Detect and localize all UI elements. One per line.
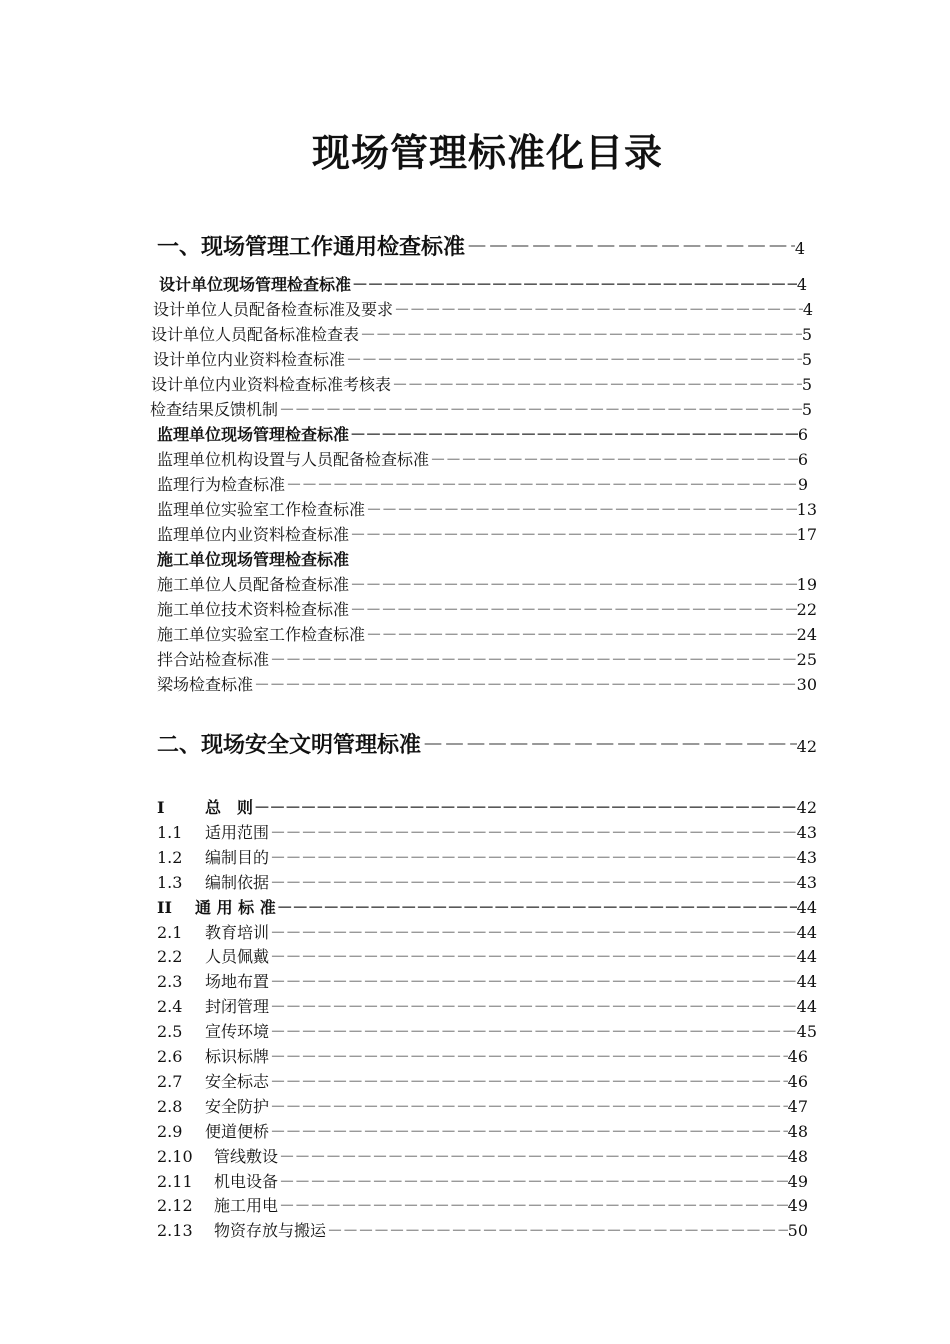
toc-entry: [157, 623, 817, 647]
leader-dots: [465, 233, 795, 263]
toc-entry: [157, 821, 817, 845]
toc-entry-page: 44: [796, 997, 817, 1017]
toc-entry-text: 物资存放与搬运: [214, 1221, 327, 1241]
toc-entry: [157, 945, 817, 969]
section1-heading: 一、现场管理工作通用检查标准: [157, 235, 466, 260]
leader-dots: [365, 498, 797, 522]
leader-dots: [276, 896, 797, 920]
leader-dots: [269, 821, 797, 845]
leader-dots: [349, 423, 798, 447]
leader-dots: [269, 1020, 797, 1044]
toc-entry-page: 42: [796, 798, 817, 817]
toc-entry-text: 施工单位人员配备检查标准: [157, 575, 350, 594]
leader-dots: [345, 348, 802, 372]
toc-entry-number: I: [157, 798, 165, 817]
toc-entry-page: 6: [797, 450, 808, 469]
toc-entry: [157, 1020, 817, 1044]
toc-entry-page: 22: [796, 600, 817, 619]
leader-dots: [278, 398, 802, 422]
toc-entry-text: 总 则: [205, 798, 254, 817]
leader-dots: [359, 323, 802, 347]
toc-entry: [157, 523, 817, 547]
leader-dots: [365, 623, 797, 647]
toc-entry: [157, 1145, 808, 1169]
toc-entry-page: 6: [797, 425, 808, 444]
toc-entry: [159, 273, 807, 297]
section2-heading: 二、现场安全文明管理标准: [157, 733, 422, 758]
toc-entry-text: 监理单位内业资料检查标准: [157, 525, 350, 544]
toc-entry-page: 43: [796, 847, 817, 867]
toc-entry: [157, 498, 817, 522]
toc-entry-text: 编制目的: [205, 847, 270, 867]
toc-entry: [157, 995, 817, 1019]
leader-dots: [278, 1170, 788, 1194]
toc-entry-number: 1.1: [157, 822, 183, 842]
leader-dots: [253, 796, 797, 820]
toc-entry-text: 教育培训: [205, 922, 270, 942]
toc-entry: [157, 598, 817, 622]
toc-entry: [157, 673, 817, 697]
toc-entry-text: 施工用电: [214, 1196, 279, 1216]
toc-entry-number: 2.10: [157, 1146, 193, 1166]
toc-entry-text: 施工单位实验室工作检查标准: [157, 625, 366, 644]
leader-dots: [349, 573, 797, 597]
toc-entry-page: 5: [801, 375, 812, 394]
toc-entry-number: 2.12: [157, 1196, 193, 1216]
toc-entry-page: 48: [787, 1121, 808, 1141]
toc-entry: [153, 298, 813, 322]
leader-dots: [421, 731, 797, 761]
leader-dots: [253, 673, 797, 697]
toc-entry: [157, 1070, 808, 1094]
leader-dots: [269, 648, 797, 672]
toc-entry: [157, 1045, 808, 1069]
toc-entry-text: 监理单位实验室工作检查标准: [157, 500, 366, 519]
toc-entry-text: 监理行为检查标准: [157, 475, 286, 494]
toc-entry-number: 2.7: [157, 1071, 183, 1091]
toc-entry-page: 46: [787, 1071, 808, 1091]
toc-entry-page: 5: [801, 400, 812, 419]
toc-entry-page: 5: [801, 350, 812, 369]
leader-dots: [285, 473, 798, 497]
toc-entry-number: 2.9: [157, 1121, 183, 1141]
toc-entry: [157, 448, 808, 472]
toc-subheading: [157, 896, 817, 920]
toc-entry-page: 9: [797, 475, 808, 494]
leader-dots: [269, 1070, 788, 1094]
leader-dots: [429, 448, 798, 472]
toc-entry-text: 施工单位现场管理检查标准: [157, 550, 350, 569]
section1-page: 4: [794, 239, 805, 258]
toc-entry-text: 施工单位技术资料检查标准: [157, 600, 350, 619]
toc-entry: [157, 921, 817, 945]
toc-entry-text: 检查结果反馈机制: [150, 400, 279, 419]
toc-entry: [151, 323, 812, 347]
toc-entry-number: 1.2: [157, 847, 183, 867]
toc-entry-page: 47: [787, 1096, 808, 1116]
leader-dots: [278, 1194, 788, 1218]
toc-entry: [157, 871, 817, 895]
toc-entry: [153, 348, 812, 372]
toc-entry-text: 人员佩戴: [205, 947, 270, 967]
toc-entry-number: 1.3: [157, 872, 183, 892]
document-title: 现场管理标准化目录: [311, 131, 663, 175]
toc-entry: [157, 573, 817, 597]
toc-entry-number: 2.5: [157, 1022, 183, 1042]
section2-page: 42: [796, 737, 817, 756]
leader-dots: [326, 1219, 788, 1243]
toc-entry-text: 管线敷设: [214, 1146, 279, 1166]
toc-entry-text: 设计单位人员配备检查标准及要求: [153, 300, 394, 319]
toc-entry-number: 2.2: [157, 947, 183, 967]
toc-entry: [157, 473, 808, 497]
toc-entry-page: 25: [796, 650, 817, 669]
leader-dots: [391, 373, 802, 397]
toc-entry-page: 49: [787, 1196, 808, 1216]
leader-dots: [269, 1120, 788, 1144]
toc-entry: [157, 1219, 808, 1243]
toc-subheading: [157, 548, 817, 572]
toc-entry-page: 48: [787, 1146, 808, 1166]
toc-entry-page: 44: [796, 897, 817, 917]
toc-entry: [157, 1095, 808, 1119]
toc-entry-page: 43: [796, 872, 817, 892]
toc-entry-page: 13: [796, 500, 817, 519]
toc-entry-text: 场地布置: [205, 972, 270, 992]
toc-subheading: [157, 796, 817, 820]
toc-entry-text: 设计单位现场管理检查标准: [159, 275, 352, 294]
toc-entry-text: 通 用 标 准: [195, 897, 276, 917]
toc-entry-number: 2.11: [157, 1171, 193, 1191]
toc-entry: [157, 846, 817, 870]
toc-entry: [157, 1194, 808, 1218]
toc-entry-text: 设计单位内业资料检查标准考核表: [151, 375, 392, 394]
leader-dots: [269, 1045, 788, 1069]
leader-dots: [269, 921, 797, 945]
toc-entry: [157, 423, 808, 447]
leader-dots: [269, 846, 797, 870]
toc-entry: [157, 1120, 808, 1144]
toc-entry-text: 设计单位内业资料检查标准: [153, 350, 346, 369]
toc-entry: [150, 398, 812, 422]
toc-entry-text: 设计单位人员配备标准检查表: [151, 325, 360, 344]
toc-entry-page: 24: [796, 625, 817, 644]
leader-dots: [393, 298, 803, 322]
toc-entry-text: 安全防护: [205, 1096, 270, 1116]
section2-heading-row: [157, 731, 817, 761]
toc-entry-page: 30: [796, 675, 817, 694]
toc-entry-number: 2.6: [157, 1047, 183, 1066]
toc-entry-text: 标识标牌: [205, 1047, 270, 1066]
section1-heading-row: [157, 233, 805, 263]
toc-entry-text: 宣传环境: [205, 1022, 270, 1042]
toc-entry-text: 机电设备: [214, 1171, 279, 1191]
toc-entry-text: 便道便桥: [205, 1121, 270, 1141]
toc-entry-number: II: [157, 897, 172, 917]
toc-entry-text: 封闭管理: [205, 997, 270, 1017]
toc-entry-text: 梁场检查标准: [157, 675, 254, 694]
toc-entry-page: 4: [796, 275, 807, 294]
toc-entry-text: 编制依据: [205, 872, 270, 892]
toc-entry-page: 46: [787, 1047, 808, 1066]
leader-dots: [278, 1145, 788, 1169]
toc-entry-page: 17: [796, 525, 817, 544]
leader-dots: [349, 598, 797, 622]
toc-entry-page: 43: [796, 822, 817, 842]
toc-entry-text: 适用范围: [205, 822, 270, 842]
toc-entry-page: 44: [796, 972, 817, 992]
toc-entry-text: 拌合站检查标准: [157, 650, 270, 669]
toc-entry-page: 19: [796, 575, 817, 594]
toc-entry: [151, 373, 812, 397]
toc-entry-page: 5: [801, 325, 812, 344]
toc-entry-text: 安全标志: [205, 1071, 270, 1091]
toc-entry-number: 2.3: [157, 972, 183, 992]
toc-entry-page: 44: [796, 922, 817, 942]
toc-entry-page: 50: [787, 1221, 808, 1241]
toc-entry: [157, 648, 817, 672]
toc-entry-page: 44: [796, 947, 817, 967]
toc-entry-page: 4: [802, 300, 813, 319]
leader-dots: [269, 871, 797, 895]
toc-entry-text: 监理单位现场管理检查标准: [157, 425, 350, 444]
toc-entry: [157, 970, 817, 994]
toc-entry-number: 2.4: [157, 997, 183, 1017]
leader-dots: [269, 995, 797, 1019]
toc-entry-page: 49: [787, 1171, 808, 1191]
toc-entry: [157, 1170, 808, 1194]
leader-dots: [269, 970, 797, 994]
leader-dots: [349, 523, 797, 547]
leader-dots: [269, 1095, 788, 1119]
leader-dots: [351, 273, 797, 297]
toc-entry-page: 45: [796, 1022, 817, 1042]
toc-entry-number: 2.8: [157, 1096, 183, 1116]
leader-dots: [269, 945, 797, 969]
toc-entry-number: 2.13: [157, 1221, 193, 1241]
toc-entry-text: 监理单位机构设置与人员配备检查标准: [157, 450, 430, 469]
toc-entry-number: 2.1: [157, 922, 183, 942]
